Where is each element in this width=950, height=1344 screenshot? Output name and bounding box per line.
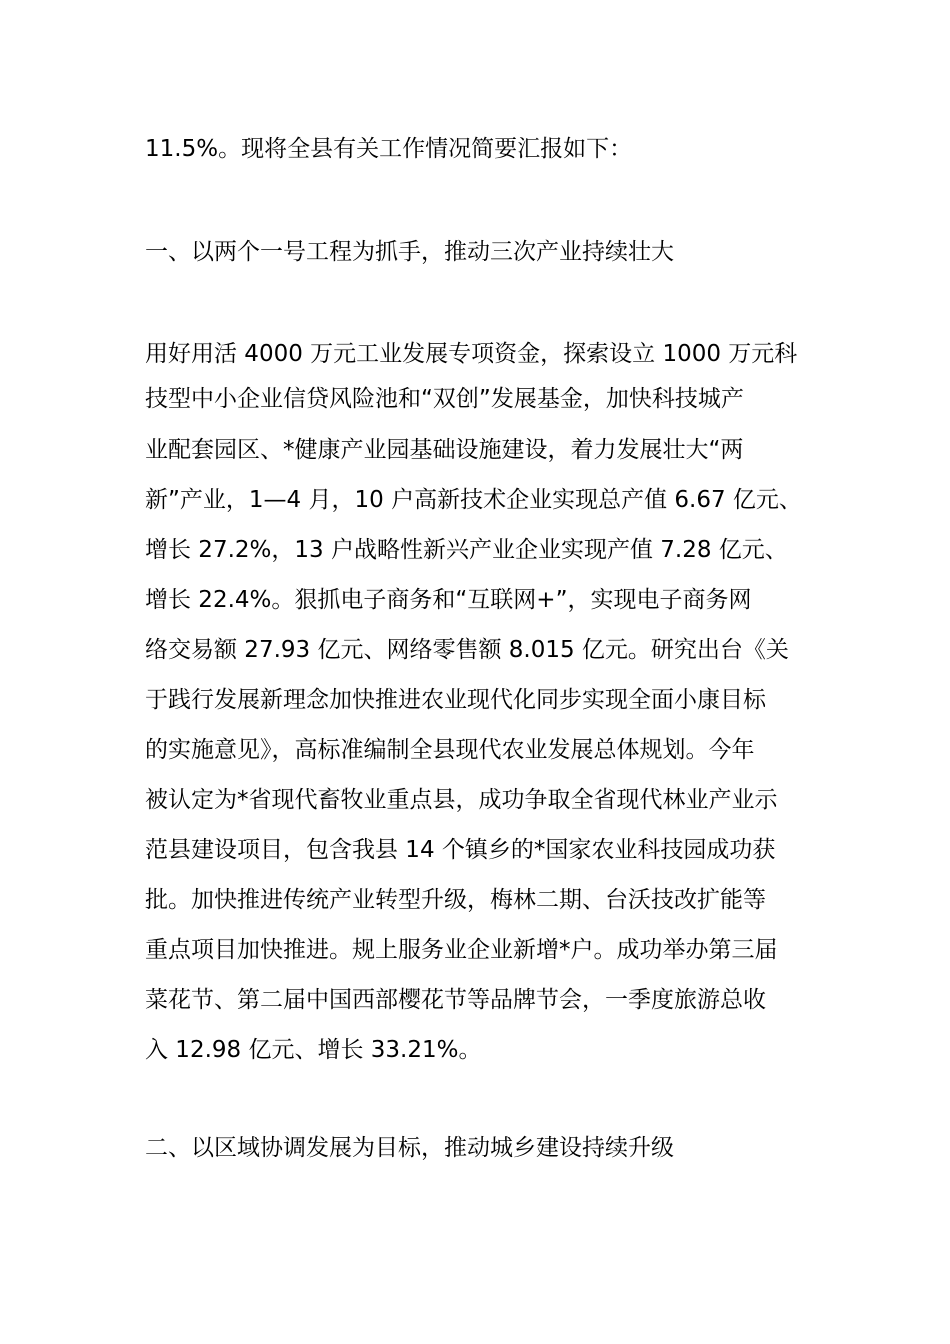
body-line: 络交易额 27.93 亿元、网络零售额 8.015 亿元。研究出台《关	[145, 637, 789, 663]
body-line: 增长 27.2%，13 户战略性新兴产业企业实现产值 7.28 亿元、	[145, 537, 788, 563]
body-line: 批。加快推进传统产业转型升级，梅林二期、台沃技改扩能等	[145, 887, 766, 913]
body-line: 新”产业，1—4 月，10 户高新技术企业实现总产值 6.67 亿元、	[145, 487, 802, 513]
body-line: 用好用活 4000 万元工业发展专项资金，探索设立 1000 万元科	[145, 341, 798, 367]
body-line: 的实施意见》，高标准编制全县现代农业发展总体规划。今年	[145, 737, 755, 763]
body-line: 技型中小企业信贷风险池和“双创”发展基金，加快科技城产	[145, 386, 744, 412]
body-line: 于践行发展新理念加快推进农业现代化同步实现全面小康目标	[145, 687, 766, 713]
body-line: 被认定为*省现代畜牧业重点县，成功争取全省现代林业产业示	[145, 787, 778, 813]
section-heading-2: 二、以区域协调发展为目标，推动城乡建设持续升级	[145, 1135, 674, 1161]
body-line: 入 12.98 亿元、增长 33.21%。	[145, 1037, 482, 1063]
intro-line: 11.5%。现将全县有关工作情况简要汇报如下：	[145, 136, 633, 162]
body-line: 增长 22.4%。狠抓电子商务和“互联网+”，实现电子商务网	[145, 587, 752, 613]
section-heading-1: 一、以两个一号工程为抓手，推动三次产业持续壮大	[145, 239, 674, 265]
body-line: 重点项目加快推进。规上服务业企业新增*户。成功举办第三届	[145, 937, 778, 963]
body-line: 菜花节、第二届中国西部樱花节等品牌节会，一季度旅游总收	[145, 987, 766, 1013]
body-line: 范县建设项目，包含我县 14 个镇乡的*国家农业科技园成功获	[145, 837, 776, 863]
body-line: 业配套园区、*健康产业园基础设施建设，着力发展壮大“两	[145, 437, 744, 463]
